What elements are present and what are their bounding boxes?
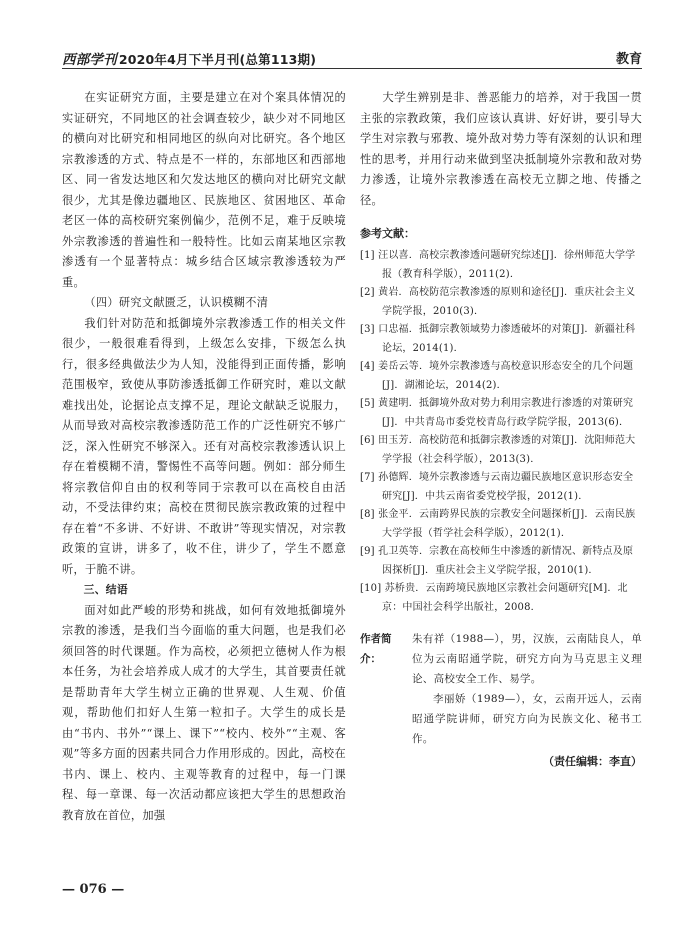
header-rule bbox=[62, 68, 642, 69]
author-bio bbox=[360, 629, 642, 749]
reference-item: [3] 口忠福．抵御宗教领域势力渗透破坏的对策[J]．新疆社科论坛，2014(1)． bbox=[360, 324, 636, 354]
left-column bbox=[62, 88, 346, 826]
section-heading: 三、结语 bbox=[83, 583, 128, 596]
body-paragraph: 大学生辨别是非、善恶能力的培养，对于我国一贯主张的宗教政策，我们应该认真讲、好好讲，要引导大学生对宗教与邪教、境外敌对势力等有深刻的认识和理性的思考，并用行动来做到坚决抵制境外宗教和敌对势力渗透，让境外宗教渗透在高校无立脚之地、传播之径。 bbox=[360, 91, 642, 207]
page-header bbox=[62, 44, 642, 70]
section-label: 教育 bbox=[615, 52, 642, 67]
reference-item: [4] 姜岳云等．境外宗教渗透与高校意识形态安全的几个问题[J]．湖湘论坛，2014(2)． bbox=[360, 361, 634, 391]
subsection-heading: （四）研究文献匮乏，认识模糊不清 bbox=[84, 296, 269, 309]
right-column bbox=[360, 88, 642, 769]
author-bio-label: 作者简介： bbox=[360, 633, 392, 665]
reference-list bbox=[360, 247, 642, 617]
reference-item: [9] 孔卫英等．宗教在高校师生中渗透的新情况、新特点及原因探析[J]．重庆社会主义学院学报，2010(1)． bbox=[360, 546, 634, 576]
references-heading: 参考文献： bbox=[360, 227, 415, 240]
reference-item: [6] 田玉芳．高校防范和抵御宗教渗透的对策[J]．沈阳师范大学学报（社会科学版），2013(3)． bbox=[360, 435, 636, 465]
author-bio-second: 李丽娇（1989—），女，云南开远人，云南昭通学院讲师，研究方向为民族文化、秘书工作。 bbox=[412, 693, 642, 745]
page-number: — 076 — bbox=[62, 882, 125, 897]
author-bio-first: 朱有祥（1988—），男，汉族，云南陆良人，单位为云南昭通学院，研究方向为马克思主义理论、高校安全工作、易学。 bbox=[412, 633, 642, 685]
reference-item: [10] 苏桥贵．云南跨境民族地区宗教社会问题研究[M]．北京：中国社会科学出版社，2008． bbox=[360, 583, 628, 613]
journal-logo: 西部学刊 bbox=[62, 52, 117, 68]
body-paragraph: 面对如此严峻的形势和挑战，如何有效地抵御境外宗教的渗透，是我们当今面临的重大问题，也是我们必须回答的时代课题。作为高校，必须把立德树人作为根本任务，为社会培养成人成才的大学生，其首要责任就是帮助青年大学生树立正确的世界观、人生观、价值观，帮助他们扣好人生第一粒扣子。大学生的成长是由“书内、书外”“课上、课下”“校内、校外”“主观、客观”等多方面的因素共同合力作用形成的。因此，高校在书内、课上、校内、主观等教育的过程中，每一门课程、每一章课、每一次活动都应该把大学生的思想政治教育放在首位，加强 bbox=[62, 603, 346, 822]
journal-title bbox=[62, 48, 316, 68]
reference-item: [2] 黄岩．高校防范宗教渗透的原则和途径[J]．重庆社会主义学院学报，2010(3)． bbox=[360, 287, 636, 317]
reference-item: [7] 孙德辉．境外宗教渗透与云南边疆民族地区意识形态安全研究[J]．中共云南省委党校学报，2012(1)． bbox=[360, 472, 634, 502]
responsible-editor: （责任编辑：李直） bbox=[543, 755, 642, 768]
reference-item: [1] 汪以喜．高校宗教渗透问题研究综述[J]．徐州师范大学学报（教育科学版），2011(2)． bbox=[360, 250, 636, 280]
body-paragraph: 在实证研究方面，主要是建立在对个案具体情况的实证研究，不同地区的社会调查较少，缺少对不同地区的横向对比研究和相同地区的纵向对比研究。各个地区宗教渗透的方式、特点是不一样的，东部地区和西部地区、同一省发达地区和欠发达地区的横向对比研究文献很少，尤其是像边疆地区、民族地区、贫困地区、革命老区一体的高校研究案例偏少，范例不足，难于反映境外宗教渗透的普遍性和一般特性。比如云南某地区宗教渗透有一个显著特点：城乡结合区域宗教渗透较为严重。 bbox=[62, 91, 346, 289]
journal-issue: 2020年4月下半月刊(总第113期) bbox=[118, 52, 317, 67]
author-bio-text bbox=[412, 629, 642, 749]
reference-item: [8] 张金平．云南跨界民族的宗教安全问题探析[J]．云南民族大学学报（哲学社会科学版），2012(1)． bbox=[360, 509, 636, 539]
body-paragraph: 我们针对防范和抵御境外宗教渗透工作的相关文件很少，一般很难看得到，上级怎么安排，下级怎么执行，很多经典做法少为人知，没能得到正面传播，影响范围极窄，致使从事防渗透抵御工作研究时，难以文献难找出处，论据论点支撑不足，理论文献缺乏说服力，从而导致对高校宗教渗透防范工作的广泛性研究不够广泛，深入性研究不够深入。还有对高校宗教渗透认识上存在着模糊不清，警惕性不高等问题。例如：部分师生将宗教信仰自由的权利等同于宗教可以在高校自由活动，不受法律约束；高校在贯彻民族宗教政策的过程中存在着“不多讲、不好讲、不敢讲”等现实情况，对宗教政策的宣讲，讲多了，收不住，讲少了，学生不愿意听，于脆不讲。 bbox=[62, 316, 346, 576]
reference-item: [5] 黄建明．抵御境外敌对势力利用宗教进行渗透的对策研究[J]．中共青岛市委党校青岛行政学院学报，2013(6)． bbox=[360, 398, 634, 428]
